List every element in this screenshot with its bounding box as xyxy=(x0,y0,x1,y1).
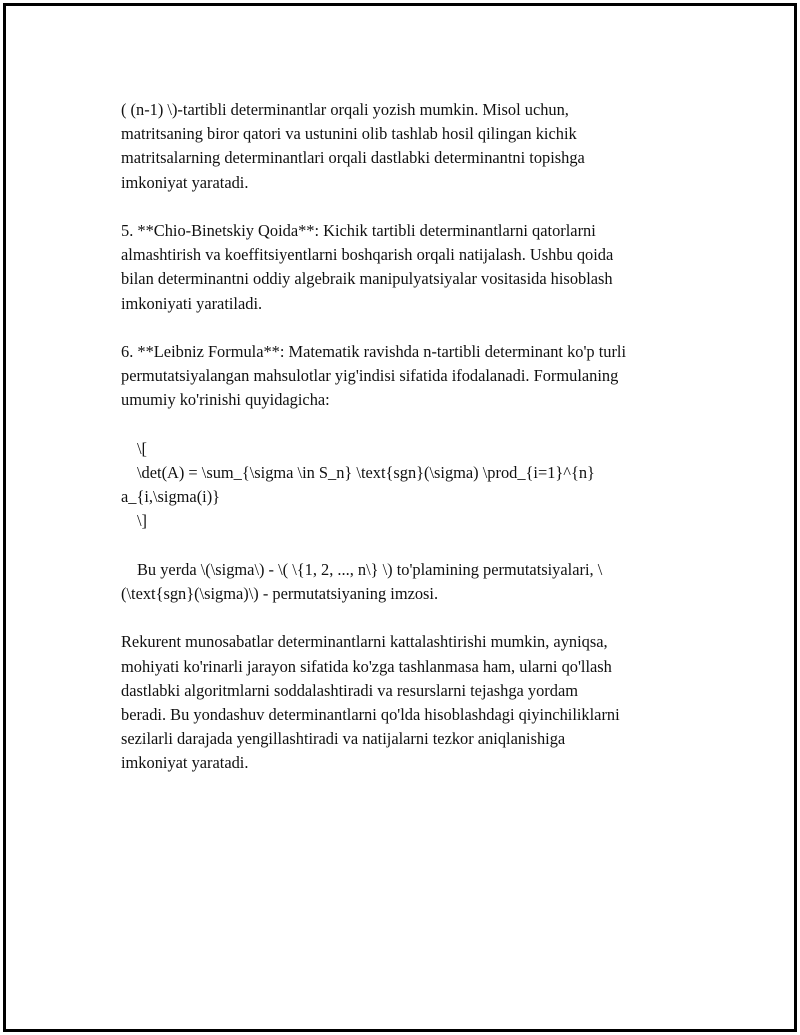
text-line: almashtirish va koeffitsiyentlarni boshqarish orqali natijalash. Ushbu qoida xyxy=(121,245,614,265)
text-line: Bu yerda \(\sigma\) - \( \{1, 2, ..., n\} \) to'plamining permutatsiyalari, \ xyxy=(137,559,603,579)
text-line: imkoniyat yaratadi. xyxy=(121,172,249,192)
page-frame xyxy=(3,3,797,1032)
paragraph-formula-explanation xyxy=(121,558,701,606)
formula-block xyxy=(121,437,701,534)
text-line: mohiyati ko'rinarli jarayon sifatida ko'zga tashlanmasa ham, ularni qo'llash xyxy=(121,656,612,676)
formula-close: \] xyxy=(137,511,148,531)
text-line: beradi. Bu yondashuv determinantlarni qo'lda hisoblashdagi qiyinchiliklarni xyxy=(121,705,620,724)
text-line: bilan determinantni oddiy algebraik manipulyatsiyalar vositasida hisoblash xyxy=(121,269,613,289)
text-line: imkoniyat yaratadi. xyxy=(121,753,249,773)
text-line: 5. **Chio-Binetskiy Qoida**: Kichik tartibli determinantlarni qatorlarni xyxy=(121,221,596,240)
paragraph-gap xyxy=(121,606,701,630)
text-line: umumiy ko'rinishi quyidagicha: xyxy=(121,390,330,410)
text-line: sezilarli darajada yengillashtiradi va natijalarni tezkor aniqlanishiga xyxy=(121,729,566,749)
text-line: permutatsiyalangan mahsulotlar yig'indisi sifatida ifodalanadi. Formulaning xyxy=(121,366,619,386)
text-line: matritsalarning determinantlari orqali dastlabki determinantni topishga xyxy=(121,148,585,168)
text-line: dastlabki algoritmlarni soddalashtiradi va resurslarni tejashga yordam xyxy=(121,680,578,700)
formula-line: \det(A) = \sum_{\sigma \in S_n} \text{sgn}(\sigma) \prod_{i=1}^{n} xyxy=(137,463,595,482)
text-line: matritsaning biror qatori va ustunini olib tashlab hosil qilingan kichik xyxy=(121,124,577,144)
paragraph-gap xyxy=(121,316,701,340)
text-line: ( (n-1) \)-tartibli determinantlar orqali yozish mumkin. Misol uchun, xyxy=(121,100,569,119)
paragraph-recursive-expansion xyxy=(121,98,701,195)
document-body xyxy=(121,98,701,776)
formula-line: a_{i,\sigma(i)} xyxy=(121,487,221,507)
text-line: (\text{sgn}(\sigma)\) - permutatsiyaning imzosi. xyxy=(121,584,439,603)
paragraph-gap xyxy=(121,413,701,437)
formula-open: \[ xyxy=(137,438,148,458)
paragraph-leibniz-formula xyxy=(121,340,701,413)
paragraph-gap xyxy=(121,534,701,558)
text-line: Rekurent munosabatlar determinantlarni kattalashtirishi mumkin, ayniqsa, xyxy=(121,632,608,652)
paragraph-conclusion xyxy=(121,630,701,775)
text-line: 6. **Leibniz Formula**: Matematik ravishda n-tartibli determinant ko'p turli xyxy=(121,342,627,361)
paragraph-chio-binet-rule xyxy=(121,219,701,316)
paragraph-gap xyxy=(121,195,701,219)
text-line: imkoniyati yaratiladi. xyxy=(121,293,263,313)
